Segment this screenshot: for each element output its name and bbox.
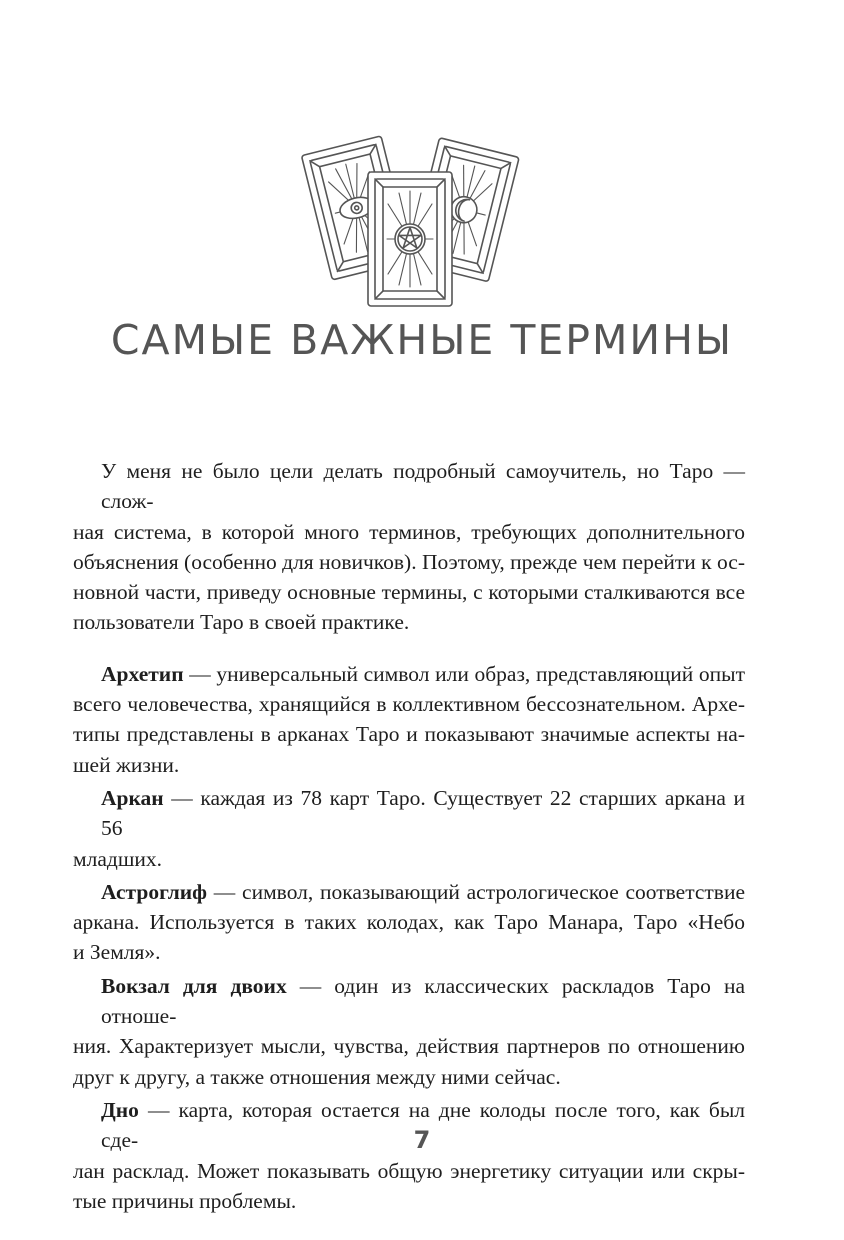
text-line: всего человечества, хранящийся в коллективном бессознательном. Архе-: [73, 692, 745, 717]
term-arcana: [73, 783, 745, 874]
intro-paragraph: [73, 456, 745, 638]
text-line: ная система, в которой много терминов, требующих дополнительного: [73, 519, 745, 544]
pentacle-card-icon: [368, 172, 452, 306]
term-word: Астроглиф: [101, 879, 208, 904]
text-line: шей жизни.: [73, 752, 180, 777]
term-station-for-two: [73, 971, 746, 1092]
page-title: САМЫЕ ВАЖНЫЕ ТЕРМИНЫ: [110, 316, 734, 364]
text-line: лан расклад. Может показывать общую энергетику ситуации или скры-: [73, 1158, 745, 1183]
text-line: [101, 783, 745, 844]
text-line: и Земля».: [73, 940, 161, 965]
term-definition: — универсальный символ или образ, представляющий опыт: [183, 661, 745, 686]
text-line: [101, 877, 745, 907]
text-line: друг к другу, а также отношения между ними сейчас.: [73, 1064, 561, 1089]
term-definition: — символ, показывающий астрологическое соответствие: [207, 879, 745, 904]
text-line: типы представлены в арканах Таро и показывают значимые аспекты на-: [73, 722, 745, 747]
term-definition: — один из классических раскладов Таро на отноше-: [101, 973, 746, 1029]
term-definition: — каждая из 78 карт Таро. Существует 22 старших аркана и 56: [101, 785, 745, 841]
term-definition: — карта, которая остается на дне колоды после того, как был сде-: [101, 1097, 745, 1153]
text-line: [101, 971, 745, 1032]
term-word: Аркан: [101, 785, 164, 810]
text-body: [73, 456, 746, 1219]
text-line: ния. Характеризует мысли, чувства, действия партнеров по отношению: [73, 1034, 745, 1059]
term-astroglyph: [73, 877, 745, 968]
text-line: аркана. Используется в таких колодах, как Таро Манара, Таро «Небо: [73, 910, 745, 935]
text-line: младших.: [73, 846, 163, 871]
text-line: объяснения (особенно для новичков). Поэтому, прежде чем перейти к ос-: [73, 549, 745, 574]
text-line: новной части, приведу основные термины, с которыми сталкиваются все: [73, 580, 745, 605]
term-word: Дно: [101, 1097, 139, 1122]
term-archetype: [73, 659, 745, 780]
text-line: У меня не было цели делать подробный самоучитель, но Таро — слож-: [101, 459, 745, 514]
term-word: Архетип: [101, 661, 184, 686]
page-number: 7: [413, 1126, 431, 1154]
text-line: тые причины проблемы.: [73, 1188, 297, 1213]
tarot-cards-icon: [294, 132, 530, 308]
text-line: пользователи Таро в своей практике.: [73, 610, 410, 635]
term-word: Вокзал для двоих: [101, 973, 287, 998]
term-bottom-card: [73, 1095, 745, 1216]
text-line: [101, 659, 745, 689]
